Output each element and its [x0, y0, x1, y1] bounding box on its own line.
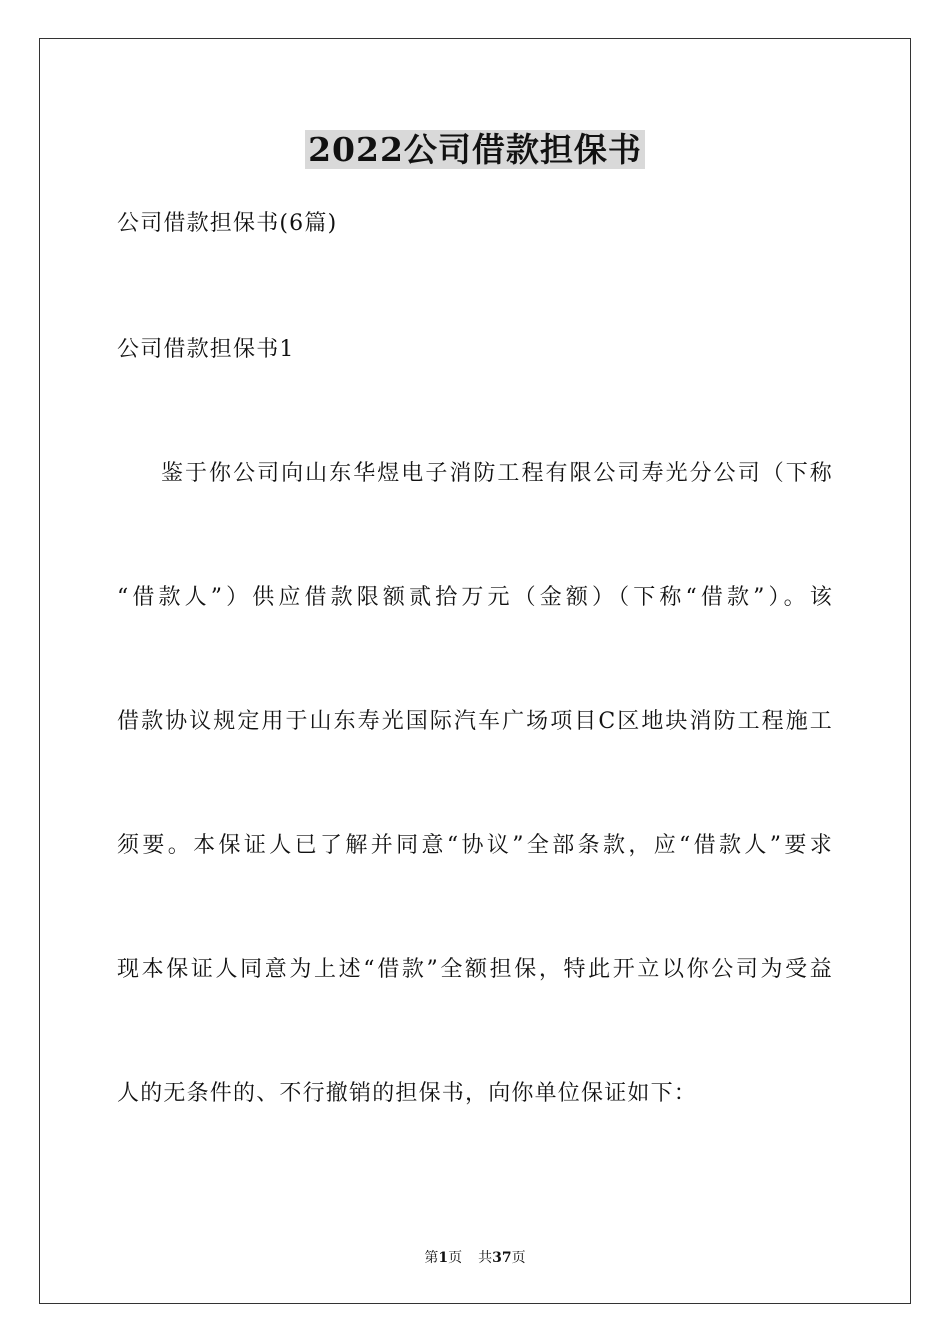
paragraph-line: 须要。本保证人已了解并同意“协议”全部条款，应“借款人”要求 — [117, 833, 833, 858]
total-page-count: 37 — [492, 1250, 512, 1266]
paragraph-line: 借款协议规定用于山东寿光国际汽车广场项目C区地块消防工程施工 — [117, 709, 833, 734]
paragraph-line: 现本保证人同意为上述“借款”全额担保，特此开立以你公司为受益 — [117, 957, 833, 982]
document-title-text: 2022公司借款担保书 — [305, 130, 645, 169]
current-page-number: 1 — [438, 1250, 449, 1266]
paragraph-line: 鉴于你公司向山东华煜电子消防工程有限公司寿光分公司（下称 — [161, 461, 833, 486]
document-subtitle: 公司借款担保书(6篇) — [117, 211, 338, 236]
paragraph-line: 人的无条件的、不行撤销的担保书，向你单位保证如下： — [117, 1081, 698, 1106]
total-suffix: 页 — [511, 1250, 526, 1266]
page-prefix: 第 — [424, 1250, 439, 1266]
paragraph-line: “借款人”）供应借款限额贰拾万元（金额）（下称“借款”）。该 — [117, 585, 833, 610]
total-prefix: 共 — [478, 1250, 493, 1266]
page-footer — [0, 1248, 950, 1268]
section-heading: 公司借款担保书1 — [117, 337, 295, 362]
page-suffix: 页 — [448, 1250, 463, 1266]
document-title — [0, 128, 950, 172]
